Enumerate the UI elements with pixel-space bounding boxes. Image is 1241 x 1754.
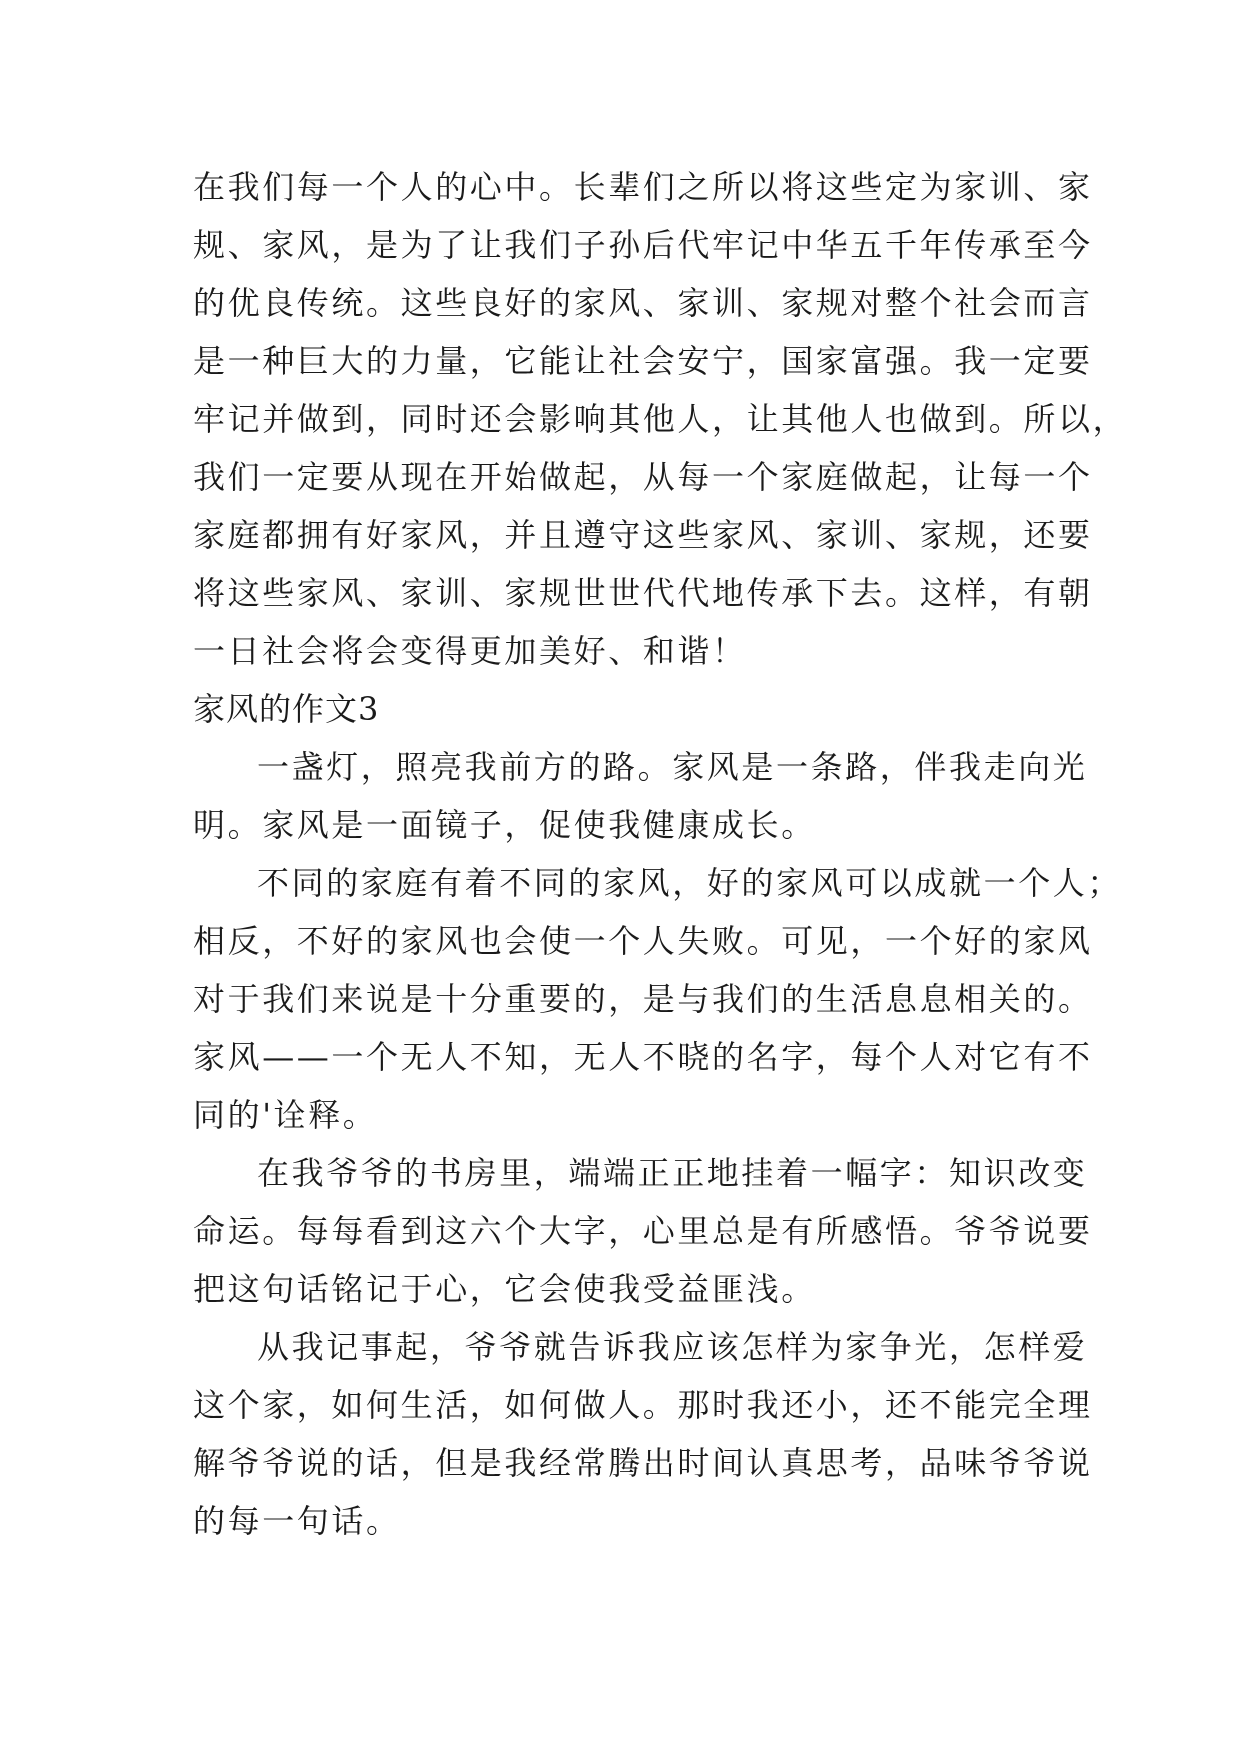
text-line: 把这句话铭记于心，它会使我受益匪浅。	[193, 1270, 816, 1308]
text-line: 一盏灯，照亮我前方的路。家风是一条路，伴我走向光	[257, 748, 1088, 786]
text-line: 的每一句话。	[193, 1502, 401, 1540]
text-line: 相反，不好的家风也会使一个人失败。可见，一个好的家风	[193, 922, 1093, 960]
text-line: 将这些家风、家训、家规世世代代地传承下去。这样，有朝	[193, 574, 1093, 612]
text-line: 对于我们来说是十分重要的，是与我们的生活息息相关的。	[193, 980, 1093, 1018]
text-line: 家风——一个无人不知，无人不晓的名字，每个人对它有不	[193, 1038, 1093, 1076]
document-page	[193, 158, 1128, 1550]
text-line: 明。家风是一面镜子，促使我健康成长。	[193, 806, 816, 844]
text-line: 我们一定要从现在开始做起，从每一个家庭做起，让每一个	[193, 458, 1093, 496]
text-line: 的优良传统。这些良好的家风、家训、家规对整个社会而言	[193, 284, 1093, 322]
paragraph	[193, 1318, 1093, 1550]
text-line: 这个家，如何生活，如何做人。那时我还小，还不能完全理	[193, 1386, 1093, 1424]
text-line: 牢记并做到，同时还会影响其他人，让其他人也做到。所以，	[193, 400, 1128, 438]
text-line: 命运。每每看到这六个大字，心里总是有所感悟。爷爷说要	[193, 1212, 1093, 1250]
text-line: 在我爷爷的书房里，端端正正地挂着一幅字：知识改变	[257, 1154, 1088, 1192]
text-line: 家庭都拥有好家风，并且遵守这些家风、家训、家规，还要	[193, 516, 1093, 554]
text-line: 在我们每一个人的心中。长辈们之所以将这些定为家训、家	[193, 168, 1093, 206]
text-line: 一日社会将会变得更加美好、和谐！	[193, 632, 747, 670]
text-line: 是一种巨大的力量，它能让社会安宁，国家富强。我一定要	[193, 342, 1093, 380]
text-line: 解爷爷说的话，但是我经常腾出时间认真思考，品味爷爷说	[193, 1444, 1093, 1482]
text-line: 规、家风，是为了让我们子孙后代牢记中华五千年传承至今	[193, 226, 1093, 264]
paragraph	[193, 738, 1088, 854]
paragraph	[193, 854, 1123, 1144]
section-title: 家风的作文3	[193, 690, 380, 728]
paragraph	[193, 1144, 1093, 1318]
text-line: 不同的家庭有着不同的家风，好的家风可以成就一个人；	[257, 864, 1123, 902]
text-line: 同的'诠释。	[193, 1096, 378, 1134]
text-line: 从我记事起，爷爷就告诉我应该怎样为家争光，怎样爱	[257, 1328, 1088, 1366]
